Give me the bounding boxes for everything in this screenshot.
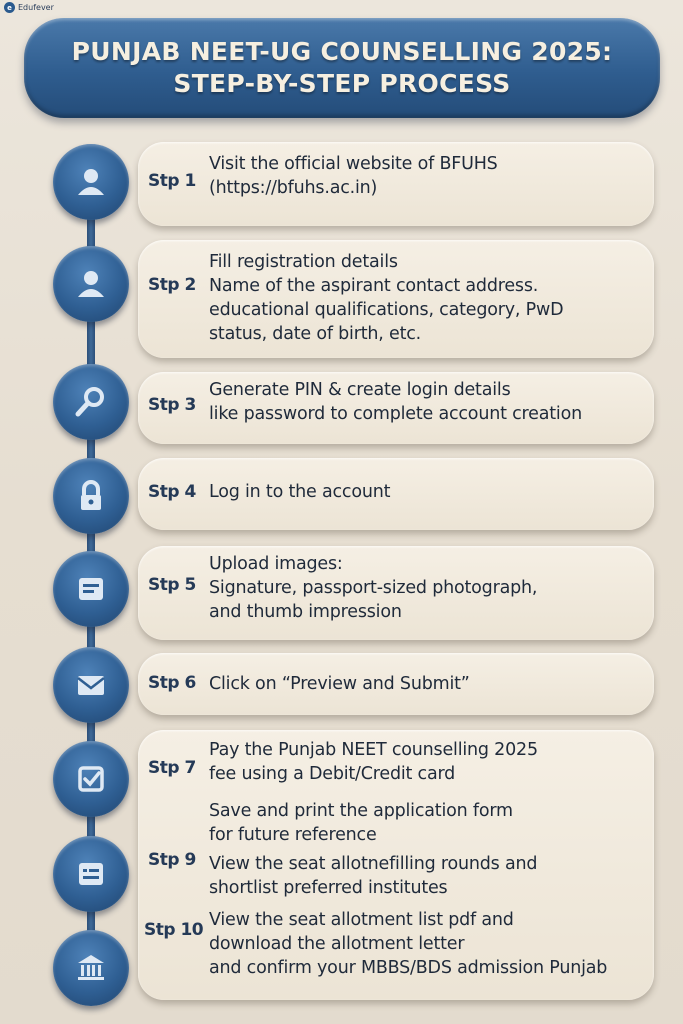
step-10-text: View the seat allotment list pdf and download the allotment letter and confirm your MBBS/BDS admission Punjab <box>209 910 608 978</box>
title-banner <box>24 18 660 118</box>
list-icon <box>71 854 111 894</box>
brand-name: Edufever <box>18 3 54 12</box>
step-1-badge <box>53 144 129 220</box>
step-3-label: Stp 3 <box>148 395 196 415</box>
envelope-icon <box>71 665 111 705</box>
page-title-line-2: STEP-BY-STEP PROCESS <box>173 69 511 98</box>
brand-logo <box>4 2 54 13</box>
step-2-badge <box>53 246 129 322</box>
lock-icon <box>71 476 111 516</box>
step-1-label: Stp 1 <box>148 171 196 191</box>
step-6-text: Click on “Preview and Submit” <box>209 674 470 694</box>
step-9-label: Stp 9 <box>148 850 196 870</box>
step-5-text: Upload images: Signature, passport-sized photograph, and thumb impression <box>209 554 538 622</box>
step-4-text: Log in to the account <box>209 482 391 502</box>
key-icon <box>71 382 111 422</box>
step-6-label: Stp 6 <box>148 673 196 693</box>
step-2-label: Stp 2 <box>148 275 196 295</box>
step-1-text: Visit the official website of BFUHS (https://bfuhs.ac.in) <box>209 154 498 198</box>
document-icon <box>71 569 111 609</box>
step-10-badge <box>53 930 129 1006</box>
step-7-text: Pay the Punjab NEET counselling 2025 fee using a Debit/Credit card <box>209 740 538 784</box>
step-4-label: Stp 4 <box>148 482 196 502</box>
step-3-text: Generate PIN & create login details like password to complete account creation <box>209 380 582 424</box>
step-6-badge <box>53 647 129 723</box>
step-4-badge <box>53 458 129 534</box>
step-8-text: Save and print the application form for future reference <box>209 801 513 845</box>
step-7-badge <box>53 741 129 817</box>
step-5-badge <box>53 551 129 627</box>
person-icon <box>71 162 111 202</box>
person-icon <box>71 264 111 304</box>
step-10-label: Stp 10 <box>144 920 204 940</box>
step-9-text: View the seat allotnefilling rounds and shortlist preferred institutes <box>209 854 538 898</box>
step-3-badge <box>53 364 129 440</box>
checkbox-icon <box>71 759 111 799</box>
page-title-line-1: PUNJAB NEET-UG COUNSELLING 2025: <box>71 37 613 66</box>
step-2-text: Fill registration details Name of the aspirant contact address. educational qualifications, category, PwD status, date of birth, etc. <box>209 252 564 344</box>
step-9-badge <box>53 836 129 912</box>
step-5-label: Stp 5 <box>148 575 196 595</box>
institution-icon <box>71 948 111 988</box>
brand-mark-icon: e <box>4 2 15 13</box>
step-7-label: Stp 7 <box>148 758 196 778</box>
